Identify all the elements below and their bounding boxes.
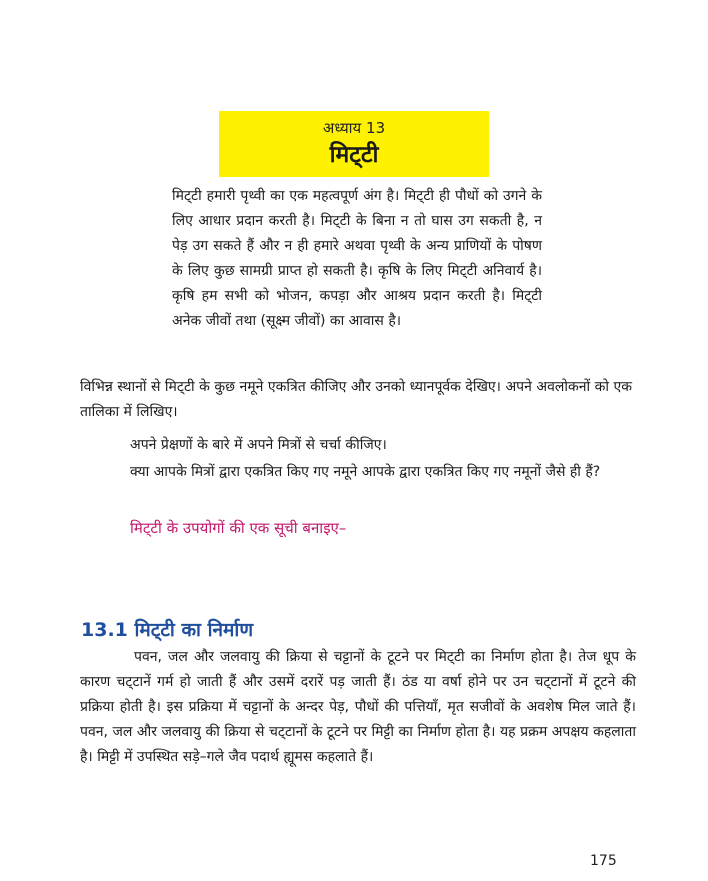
discussion-question-2: क्या आपके मित्रों द्वारा एकत्रित किए गए नमूने आपके द्वारा एकत्रित किए गए नमूनों जैसे ही हैं? xyxy=(130,464,601,480)
page-number: 175 xyxy=(590,853,617,869)
chapter-header xyxy=(219,111,489,177)
activity-prompt: मिट्‌टी के उपयोगों की एक सूची बनाइए– xyxy=(130,519,347,537)
section-body-paragraph: पवन, जल और जलवायु की क्रिया से चट्टानों के टूटने पर मिट्‌टी का निर्माण होता है। तेज धूप के कारण चट्‌टानें गर्म हो जाती हैं और उसमें दरारें पड़ जाती हैं। ठंड या वर्षा होने पर उन चट्‌टानों में टूटने की प्रक्रिया होती है। इस प्रक्रिया में चट्टानों के अन्दर पेड़, पौधों की पत्तियाँ, मृत सजीवों के अवशेष मिल जाते हैं। पवन, जल और जलवायु की क्रिया से चट्‌टानों के टूटने पर मिट्टी का निर्माण होता है। यह प्रक्रम अपक्षय कहलाता है। मिट्टी में उपस्थित सड़े–गले जैव पदार्थ ह्यूमस कहलाते हैं। xyxy=(80,649,636,765)
activity-instruction-paragraph: विभिन्न स्थानों से मिट्‌टी के कुछ नमूने एकत्रित कीजिए और उनको ध्यानपूर्वक देखिए। अपने अवलोकनों को एक तालिका में लिखिए। xyxy=(80,379,632,420)
chapter-label: अध्याय 13 xyxy=(322,119,386,137)
intro-paragraph: मिट्‌टी हमारी पृथ्वी का एक महत्वपूर्ण अंग है। मिट्‌टी ही पौधों को उगने के लिए आधार प्रदान करती है। मिट्‌टी के बिना न तो घास उग सकती है, न पेड़ उग सकते हैं और न ही हमारे अथवा पृथ्वी के अन्य प्राणियों के पोषण के लिए कुछ सामग्री प्राप्त हो सकती है। कृषि के लिए मिट्‌टी अनिवार्य है। कृषि हम सभी को भोजन, कपड़ा और आश्रय प्रदान करती है। मिट्‌टी अनेक जीवों तथा (सूक्ष्म जीवों) का आवास है। xyxy=(172,188,542,329)
section-heading: 13.1 मिट्‌टी का निर्माण xyxy=(81,619,254,641)
chapter-title: मिट्‌टी xyxy=(329,142,379,168)
discussion-question-1: अपने प्रेक्षणों के बारे में अपने मित्रों से चर्चा कीजिए। xyxy=(130,437,387,453)
